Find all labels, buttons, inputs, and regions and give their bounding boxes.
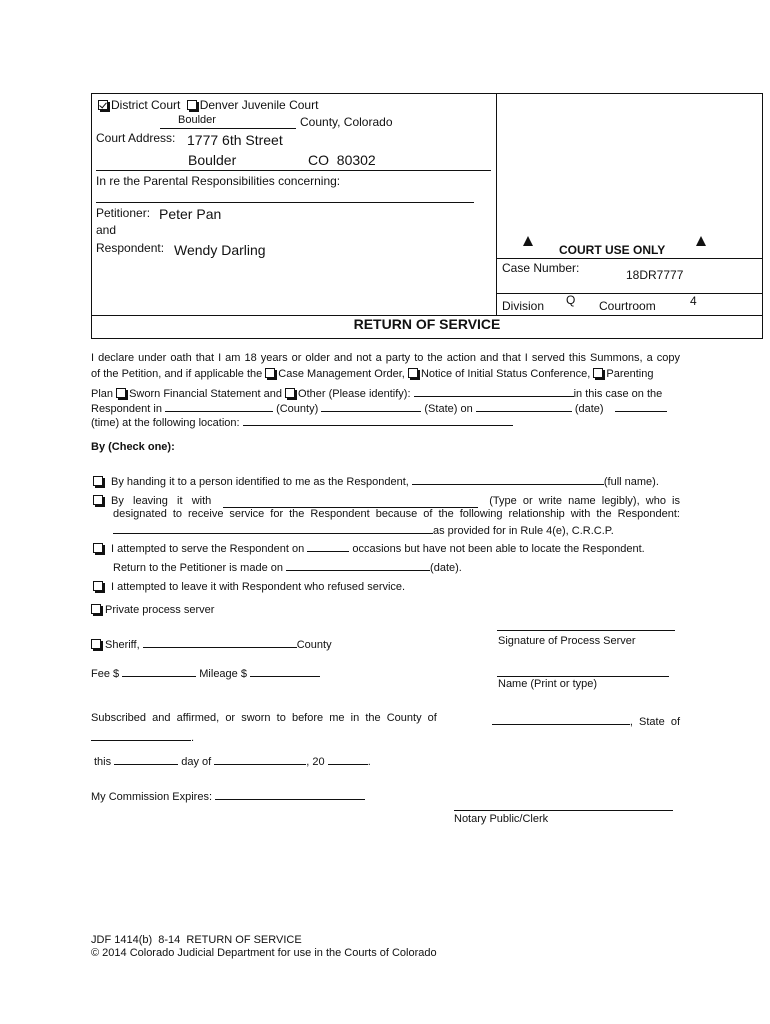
leaving-rule-line [113, 521, 614, 537]
month-field[interactable] [214, 752, 306, 765]
notary-label: Notary Public/Clerk [454, 813, 549, 825]
court-address-value: 1777 6th Street [187, 132, 283, 148]
declaration-line-1: I declare under oath that I am 18 years or older and not a party to the action and that I served this Summons, a copy [91, 352, 680, 364]
declaration-text: of the Petition, and if applicable the [91, 368, 263, 380]
district-court-label: District Court [111, 98, 181, 112]
declaration-text: Respondent in [91, 403, 162, 415]
commission-line [91, 787, 365, 803]
courtroom-value: 4 [690, 294, 697, 308]
commission-field[interactable] [215, 787, 365, 800]
option-attempted [93, 539, 645, 555]
county-suffix: County, Colorado [300, 115, 393, 129]
private-server-checkbox[interactable] [91, 604, 101, 614]
courtroom-label: Courtroom [599, 299, 656, 313]
notary-text: . [367, 756, 371, 768]
notary-signature-line[interactable] [454, 810, 673, 811]
option-text: (date). [430, 562, 462, 574]
declaration-line-3 [91, 384, 662, 400]
day-field[interactable] [114, 752, 178, 765]
subscribed-line [91, 712, 680, 728]
refused-checkbox[interactable] [93, 581, 103, 591]
notary-text: this [94, 756, 112, 768]
return-date-field[interactable] [286, 558, 430, 571]
division-value: Q [566, 293, 576, 307]
option-text: Return to the Petitioner is made on [113, 562, 283, 574]
respondent-label: Respondent: [96, 241, 165, 255]
triangle-up-icon [696, 236, 706, 246]
occasions-field[interactable] [307, 539, 349, 552]
petitioner-label: Petitioner: [96, 206, 151, 220]
option-handing [93, 472, 659, 488]
fee-label: Fee $ [91, 668, 120, 680]
county-value: Boulder [178, 114, 216, 126]
fee-mileage-line [91, 664, 320, 680]
option-text: County [296, 639, 332, 651]
division-label: Division [502, 299, 545, 313]
relationship-field[interactable] [113, 521, 433, 534]
option-text: By leaving it with [111, 495, 212, 507]
option-text: I attempted to serve the Respondent on [111, 543, 305, 555]
footer-copyright: © 2014 Colorado Judicial Department for use in the Courts of Colorado [91, 947, 437, 959]
triangle-up-icon [523, 236, 533, 246]
signature-line[interactable] [497, 630, 675, 631]
declaration-text: Plan [91, 388, 114, 400]
option-leaving [93, 495, 680, 508]
option-sheriff [91, 635, 332, 651]
location-field[interactable] [243, 413, 513, 426]
option-text: occasions but have not been able to locate the Respondent. [352, 543, 645, 555]
leaving-relationship-text: designated to receive service for the Respondent because of the following relationship with the Respondent: [113, 508, 680, 520]
court-type-selector [98, 98, 318, 112]
case-management-label: Case Management Order, [278, 368, 405, 380]
day-line [94, 752, 371, 768]
in-re-text: In re the Parental Responsibilities concerning: [96, 174, 341, 188]
mileage-field[interactable] [250, 664, 320, 677]
notary-text: . [191, 732, 195, 744]
case-management-checkbox[interactable] [265, 368, 275, 378]
option-text: as provided for in Rule 4(e), C.R.C.P. [433, 525, 614, 537]
other-identify-field[interactable] [414, 384, 574, 397]
name-print-line[interactable] [497, 676, 669, 677]
option-text: (full name). [603, 476, 659, 488]
declaration-line-2 [91, 368, 653, 380]
notary-county-field[interactable] [492, 712, 630, 725]
parenting-checkbox[interactable] [593, 368, 603, 378]
option-text: I attempted to leave it with Respondent who refused service. [111, 581, 406, 593]
option-private [91, 604, 214, 616]
form-title: RETURN OF SERVICE [353, 316, 501, 332]
notary-text: Subscribed and affirmed, or sworn to before me in the County of [91, 712, 437, 724]
other-checkbox[interactable] [285, 388, 295, 398]
court-city-value: Boulder [188, 152, 237, 168]
case-number-label: Case Number: [502, 261, 580, 275]
state-field[interactable] [476, 399, 572, 412]
leaving-name-field[interactable] [223, 495, 478, 508]
respondent-location-field[interactable] [165, 399, 273, 412]
option-refused [93, 581, 405, 593]
notice-checkbox[interactable] [408, 368, 418, 378]
signature-label: Signature of Process Server [498, 635, 636, 647]
county-field[interactable] [321, 399, 421, 412]
sworn-financial-label: Sworn Financial Statement and [129, 388, 282, 400]
option-text: Sheriff, [105, 639, 140, 651]
declaration-text: (date) [574, 403, 604, 415]
footer-form-id: JDF 1414(b) 8-14 RETURN OF SERVICE [91, 934, 302, 946]
sheriff-checkbox[interactable] [91, 639, 101, 649]
option-text: (Type or write name legibly), who is [489, 495, 680, 507]
juvenile-court-checkbox[interactable] [187, 100, 197, 110]
case-number-value: 18DR7777 [626, 268, 684, 282]
court-use-heading: COURT USE ONLY [559, 243, 666, 257]
respondent-value: Wendy Darling [174, 242, 266, 258]
year-field[interactable] [328, 752, 368, 765]
other-label: Other (Please identify): [298, 388, 411, 400]
name-print-label: Name (Print or type) [498, 678, 598, 690]
attempted-checkbox[interactable] [93, 543, 103, 553]
date-field[interactable] [615, 399, 667, 412]
declaration-text: (County) [276, 403, 319, 415]
handing-checkbox[interactable] [93, 476, 103, 486]
mileage-label: Mileage $ [199, 668, 247, 680]
notice-label: Notice of Initial Status Conference, [420, 368, 591, 380]
declaration-text: in this case on the [573, 388, 663, 400]
parenting-label: Parenting [606, 368, 654, 380]
declaration-line-5 [91, 413, 513, 429]
subscribed-state-line [91, 728, 194, 744]
leaving-checkbox[interactable] [93, 495, 103, 505]
court-address-label: Court Address: [96, 131, 176, 145]
notary-state-field[interactable] [91, 728, 191, 741]
notary-text: day of [181, 756, 212, 768]
declaration-text: (time) at the following location: [91, 417, 240, 429]
option-text: Private process server [105, 604, 215, 616]
option-text: By handing it to a person identified to me as the Respondent, [111, 476, 409, 488]
notary-text: , 20 [306, 756, 325, 768]
declaration-text: (State) on [424, 403, 473, 415]
fee-field[interactable] [122, 664, 196, 677]
sheriff-county-field[interactable] [143, 635, 297, 648]
district-court-checkbox[interactable] [98, 100, 108, 110]
court-state-zip-value: CO 80302 [308, 152, 376, 168]
full-name-field[interactable] [412, 472, 604, 485]
juvenile-court-label: Denver Juvenile Court [199, 98, 319, 112]
commission-label: My Commission Expires: [91, 791, 213, 803]
return-line [113, 558, 462, 574]
and-text: and [96, 223, 117, 237]
by-check-heading: By (Check one): [91, 441, 175, 453]
sworn-financial-checkbox[interactable] [116, 388, 126, 398]
notary-text: , State of [629, 716, 680, 728]
petitioner-value: Peter Pan [159, 206, 222, 222]
